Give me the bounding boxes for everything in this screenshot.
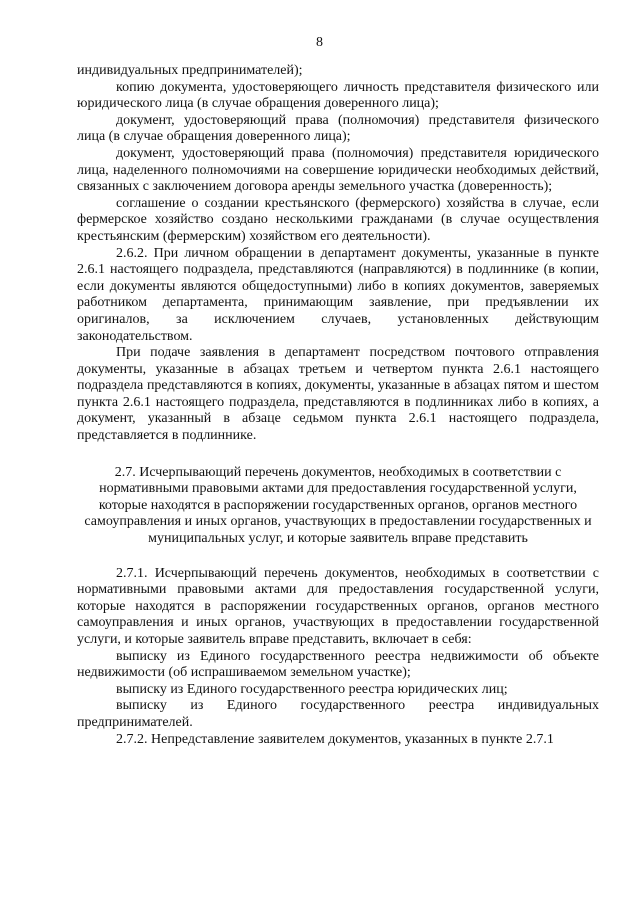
paragraph: копию документа, удостоверяющего личность представителя физического или юридического лица (в случае обращения доверенного лица); [77, 79, 599, 112]
section-heading-block [77, 465, 599, 548]
paragraph: выписку из Единого государственного реестра юридических лиц; [116, 681, 508, 697]
paragraph: документ, удостоверяющий права (полномочия) представителя юридического лица, наделенного полномочиями на совершение юридически необходимых действий, связанных с заключением договора аренды земельного участка (доверенность); [77, 145, 599, 195]
paragraph: индивидуальных предпринимателей); [77, 63, 303, 78]
paragraph: 2.7.1. Исчерпывающий перечень документов, необходимых в соответствии с нормативными правовыми актами для предоставления государственной услуги, которые находятся в распоряжении государственных органов, органов местного самоуправления и иных органов, участвующих в предоставлении государственной услуги, и которые заявитель вправе представить, включает в себя: [77, 565, 599, 647]
paragraph: При подаче заявления в департамент посредством почтового отправления документы, указанные в абзацах третьем и четвертом пункта 2.6.1 настоящего подраздела представляются в копиях, документы, указанные в абзацах пятом и шестом пункта 2.6.1 настоящего подраздела, представляются в подлинниках либо в копиях, а документ, указанный в абзаце седьмом пункта 2.6.1 настоящего подраздела, представляется в подлиннике. [77, 345, 599, 444]
section-heading: 2.7. Исчерпывающий перечень документов, необходимых в соответствии с нормативными правовыми актами для предоставления государственной услуги, которые находятся в распоряжении государственных органов, органов местного самоуправления и иных органов, участвующих в предоставлении государственных и муниципальных услуг, и которые заявитель вправе представить [84, 464, 592, 547]
paragraph: 2.6.2. При личном обращении в департамент документы, указанные в пункте 2.6.1 настоящего подраздела, представляются (направляются) в подлиннике (в копии, если документы являются общедоступными) либо в копиях документов, заверяемых работником департамента, принимающим заявление, при предъявлении их оригиналов, за исключением случаев, установленных действующим законодательством. [77, 245, 599, 344]
page-number: 8 [316, 35, 323, 50]
paragraph: 2.7.2. Непредставление заявителем документов, указанных в пункте 2.7.1 [116, 731, 554, 747]
paragraph: документ, удостоверяющий права (полномочия) представителя физического лица (в случае обращения доверенного лица); [77, 112, 599, 145]
paragraph: выписку из Единого государственного реестра индивидуальных предпринимателей. [77, 698, 599, 730]
paragraph: соглашение о создании крестьянского (фермерского) хозяйства в случае, если фермерское хозяйство создано несколькими гражданами (в случае осуществления крестьянским (фермерским) хозяйством его деятельности). [77, 195, 599, 244]
paragraph: выписку из Единого государственного реестра недвижимости об объекте недвижимости (об испрашиваемом земельном участке); [77, 648, 599, 681]
document-body [77, 63, 599, 748]
